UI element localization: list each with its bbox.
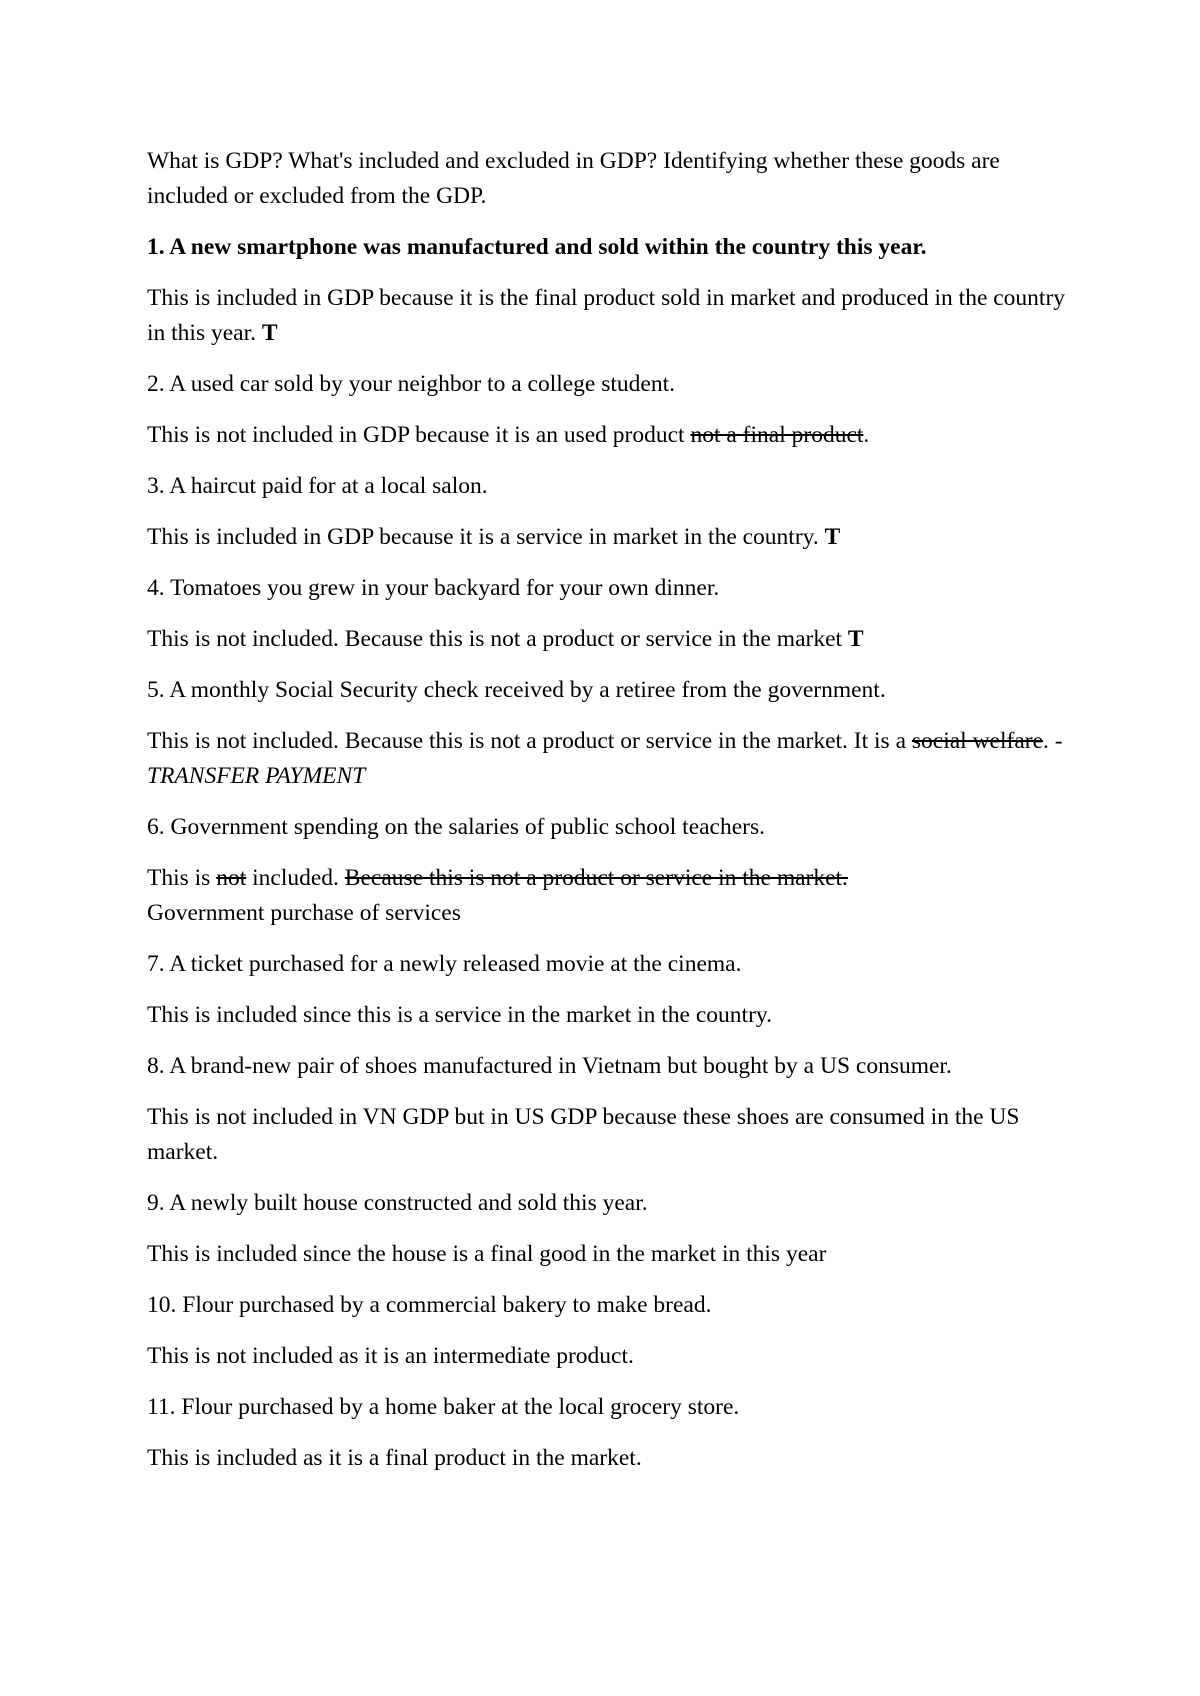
question-1: 1. A new smartphone was manufactured and sold within the country this year. <box>147 234 927 260</box>
answer-10: This is not included as it is an intermediate product. <box>147 1343 634 1369</box>
answer-2-struck: not a final product <box>690 422 864 448</box>
answer-5-note: -TRANSFER PAYMENT <box>147 728 1063 789</box>
question-4: 4. Tomatoes you grew in your backyard for your own dinner. <box>147 575 720 601</box>
answer-1 <box>147 281 1067 351</box>
answer-1-text: This is included in GDP because it is the final product sold in market and produced in the country in this year. <box>147 285 1066 346</box>
answer-8: This is not included in VN GDP but in US GDP because these shoes are consumed in the US market. <box>147 1104 1020 1165</box>
answer-5 <box>147 724 1067 794</box>
answer-4-text: This is not included. Because this is not a product or service in the market <box>147 626 843 652</box>
answer-9: This is included since the house is a final good in the market in this year <box>147 1241 827 1267</box>
answer-3-mark: T <box>824 524 841 550</box>
question-2: 2. A used car sold by your neighbor to a college student. <box>147 371 675 397</box>
question-11: 11. Flour purchased by a home baker at the local grocery store. <box>147 1394 740 1420</box>
question-8: 8. A brand-new pair of shoes manufactured in Vietnam but bought by a US consumer. <box>147 1053 952 1079</box>
answer-6-pre: This is <box>147 865 211 891</box>
answer-2-end: . <box>863 422 870 448</box>
question-9: 9. A newly built house constructed and sold this year. <box>147 1190 648 1216</box>
answer-11: This is included as it is a final product in the market. <box>147 1445 642 1471</box>
question-3: 3. A haircut paid for at a local salon. <box>147 473 488 499</box>
answer-4-mark: T <box>847 626 864 652</box>
answer-7: This is included since this is a service in the market in the country. <box>147 1002 772 1028</box>
answer-6-struck: Because this is not a product or service in the market. <box>344 865 848 891</box>
intro-paragraph: What is GDP? What's included and excluded in GDP? Identifying whether these goods are included or excluded from the GDP. <box>147 148 1000 209</box>
answer-6 <box>147 861 1067 931</box>
answer-5-struck: social welfare <box>911 728 1044 754</box>
question-5: 5. A monthly Social Security check received by a retiree from the government. <box>147 677 886 703</box>
answer-3-text: This is included in GDP because it is a service in market in the country. <box>147 524 819 550</box>
question-7: 7. A ticket purchased for a newly released movie at the cinema. <box>147 951 742 977</box>
question-6: 6. Government spending on the salaries of public school teachers. <box>147 814 766 840</box>
answer-6-note: Government purchase of services <box>147 900 461 926</box>
answer-6-mid: included. <box>252 865 339 891</box>
document-body <box>147 144 1067 1492</box>
answer-3 <box>147 520 1067 555</box>
answer-2 <box>147 418 1067 453</box>
answer-5-end: . <box>1043 728 1049 754</box>
answer-2-text: This is not included in GDP because it is an used product <box>147 422 685 448</box>
answer-4 <box>147 622 1067 657</box>
answer-5-text: This is not included. Because this is not a product or service in the market. It is a <box>147 728 906 754</box>
answer-1-mark: T <box>261 320 278 346</box>
question-10: 10. Flour purchased by a commercial bakery to make bread. <box>147 1292 712 1318</box>
answer-6-struck-word: not <box>216 865 247 891</box>
